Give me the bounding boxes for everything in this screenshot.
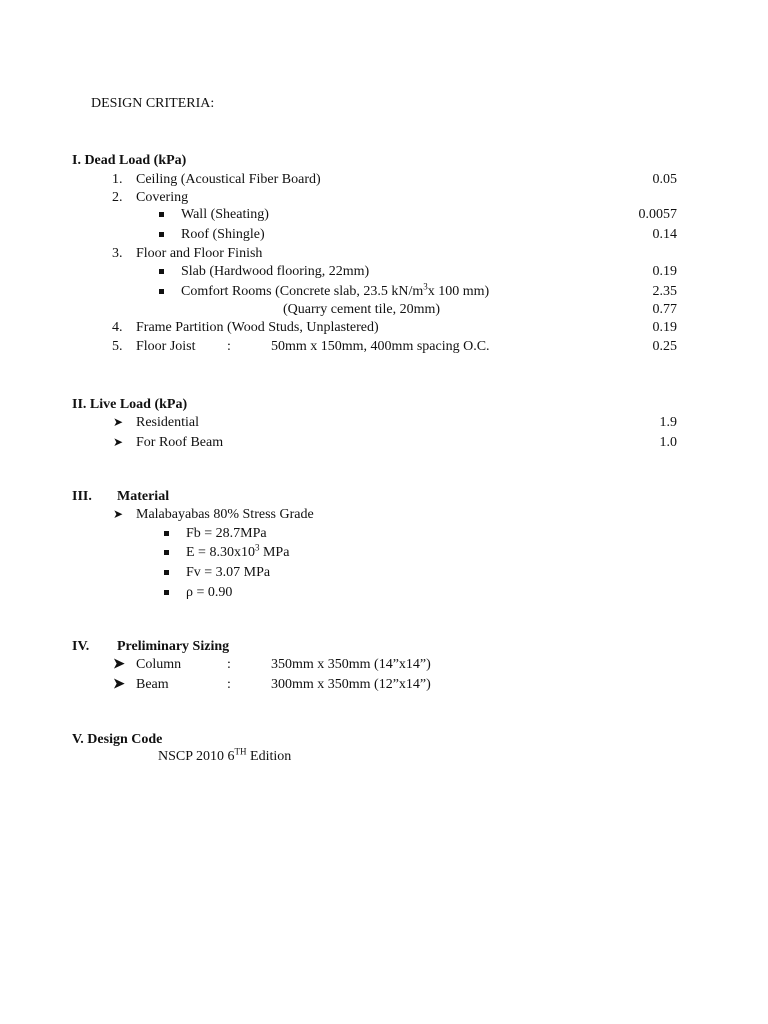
roof-value: 0.14 [652,227,677,242]
material-grade: Malabayabas 80% Stress Grade [136,507,314,522]
live-load-heading: II. Live Load (kPa) [72,397,188,412]
arrow-bullet-icon: ➤ [113,677,125,692]
ceiling-label: Ceiling (Acoustical Fiber Board) [136,172,321,187]
bullet-square-icon [159,212,164,217]
e-value: $E = 8.30x10^3$ MPa [186,542,290,560]
quarry-tile-value: 0.77 [652,302,677,317]
ceiling-value: 0.05 [652,172,677,187]
ceiling-num: 1. [112,172,123,187]
column-colon: : [227,657,231,672]
bullet-square-icon [164,550,169,555]
arrow-bullet-icon: ➤ [113,415,124,429]
quarry-tile-label: (Quarry cement tile, 20mm) [283,302,441,317]
slab-value: 0.19 [652,264,677,279]
residential-label: Residential [136,415,199,430]
frame-partition-label: Frame Partition (Wood Studs, Unplastered) [136,320,379,335]
beam-label: Beam [136,677,169,692]
material-num: III. [72,489,92,504]
bullet-square-icon [164,570,169,575]
material-heading: Material [117,489,170,504]
bullet-square-icon [159,269,164,274]
sizing-num: IV. [72,639,90,654]
fv-value: Fv = 3.07 MPa [186,565,271,580]
floor-joist-num: 5. [112,339,123,354]
roof-label: Roof (Shingle) [181,227,265,242]
residential-value: 1.9 [659,415,677,430]
roof-beam-value: 1.0 [659,435,677,450]
covering-label: Covering [136,190,189,205]
floor-finish-label: Floor and Floor Finish [136,246,263,261]
frame-partition-num: 4. [112,320,123,335]
design-code-text: NSCP 2010 6TH Edition [158,746,292,764]
roof-beam-label: For Roof Beam [136,435,224,450]
document-title: DESIGN CRITERIA: [91,96,215,111]
dead-load-heading: I. Dead Load (kPa) [72,153,187,168]
wall-label: Wall (Sheating) [181,207,269,222]
bullet-square-icon [159,289,164,294]
bullet-square-icon [159,232,164,237]
comfort-rooms-value: 2.35 [652,284,677,299]
comfort-rooms-label: Comfort Rooms (Concrete slab, 23.5 $kN/m^3x$ 100 mm) [181,281,490,299]
bullet-square-icon [164,590,169,595]
column-label: Column [136,657,182,672]
sizing-heading: Preliminary Sizing [117,639,230,654]
floor-joist-value: 0.25 [652,339,677,354]
bullet-square-icon [164,531,169,536]
arrow-bullet-icon: ➤ [113,507,124,521]
wall-value: 0.0057 [638,207,677,222]
column-size: 350mm x 350mm (14”x14”) [271,657,431,672]
rho-value: ρ = 0.90 [186,585,233,600]
frame-partition-value: 0.19 [652,320,677,335]
floor-joist-colon: : [227,339,231,354]
beam-size: 300mm x 350mm (12”x14”) [271,677,431,692]
slab-label: Slab (Hardwood flooring, 22mm) [181,264,370,279]
design-code-heading: V. Design Code [72,732,163,747]
arrow-bullet-icon: ➤ [113,435,124,449]
fb-value: Fb = 28.7MPa [186,526,267,541]
floor-finish-num: 3. [112,246,123,261]
floor-joist-label: Floor Joist [136,339,196,354]
covering-num: 2. [112,190,123,205]
floor-joist-spec: 50mm x 150mm, 400mm spacing O.C. [271,339,490,354]
arrow-bullet-icon: ➤ [113,657,125,672]
beam-colon: : [227,677,231,692]
